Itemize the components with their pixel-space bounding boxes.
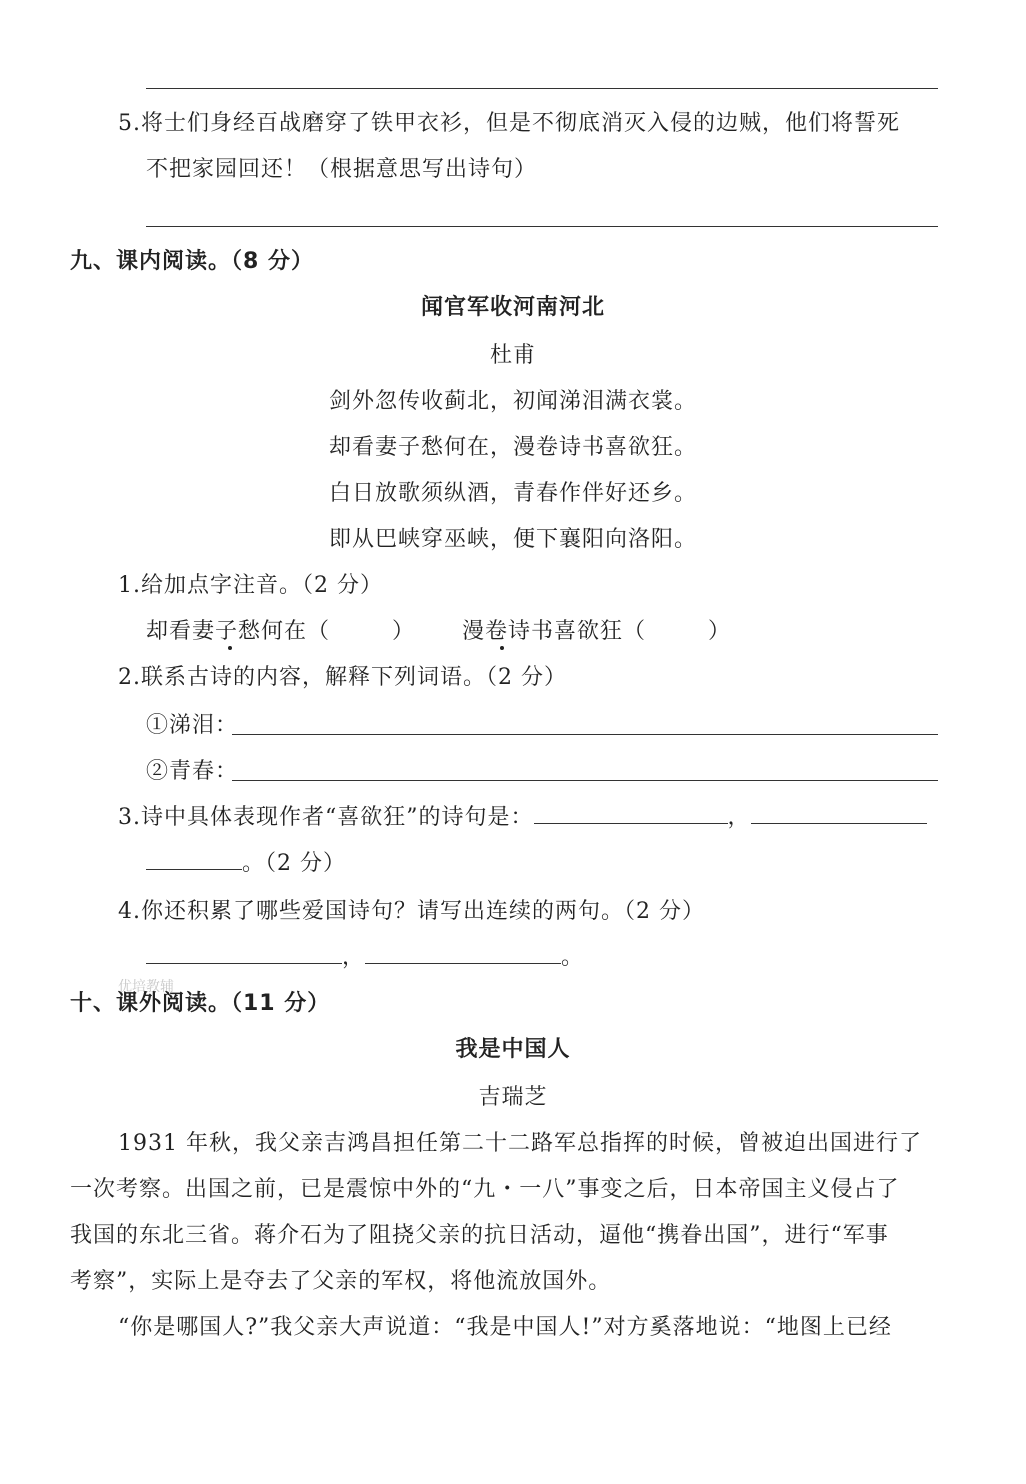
emphasis-dot-1: [228, 646, 232, 650]
section9-heading: 九、课内阅读。（8 分）: [70, 249, 314, 274]
poem-line-1: 剑外忽传收蓟北，初闻涕泪满衣裳。: [328, 389, 697, 414]
q4-label: 4.你还积累了哪些爱国诗句？请写出连续的两句。（2 分）: [118, 899, 705, 924]
section10-heading: 十、课外阅读。（11 分）: [70, 991, 331, 1016]
q4-answer-blank-1[interactable]: [146, 941, 342, 964]
q2-label: 2.联系古诗的内容，解释下列词语。（2 分）: [118, 665, 567, 690]
q3-tail: 。（2 分）: [242, 851, 346, 876]
story-para2-line1: “你是哪国人?”我父亲大声说道：“我是中国人!”对方奚落地说：“地图上已经: [118, 1315, 892, 1340]
q3-comma: ，: [727, 805, 751, 830]
q4-answer-row: [146, 940, 584, 971]
q3-answer-blank-3[interactable]: [146, 847, 242, 870]
q4-comma: ，: [342, 945, 366, 970]
poem-line-2: 却看妻子愁何在，漫卷诗书喜欲狂。: [328, 435, 697, 460]
q5-answer-line[interactable]: [146, 226, 938, 227]
story-para1-line2: 一次考察。出国之前，已是震惊中外的“九・一八”事变之后，日本帝国主义侵占了: [70, 1177, 900, 1202]
story-author: 吉瑞芝: [478, 1085, 548, 1110]
q1-item-a: [146, 614, 415, 645]
story-para1-line3: 我国的东北三省。蒋介石为了阻挠父亲的抗日活动，逼他“携眷出国”，进行“军事: [70, 1223, 889, 1248]
q1-item-b-text: 漫卷诗书喜欲狂（: [462, 619, 647, 644]
q1-item-b: [462, 614, 731, 645]
answer-line-top[interactable]: [146, 88, 938, 89]
q4-answer-blank-2[interactable]: [365, 941, 561, 964]
q5-line2: 不把家园回还！（根据意思写出诗句）: [146, 157, 538, 182]
q3-line2: [146, 846, 346, 877]
q1-item-a-text: 却看妻子愁何在（: [146, 619, 331, 644]
q4-period: 。: [561, 945, 585, 970]
q2-item-b: ②青春：: [146, 759, 239, 784]
poem-title: 闻官军收河南河北: [420, 295, 605, 320]
story-para1-line1: 1931 年秋，我父亲吉鸿昌担任第二十二路军总指挥的时候，曾被迫出国进行了: [118, 1131, 922, 1156]
q1-label: 1.给加点字注音。（2 分）: [118, 573, 383, 598]
story-title: 我是中国人: [455, 1037, 571, 1062]
q3-answer-blank-2[interactable]: [751, 801, 927, 824]
q2-item-b-answer-line[interactable]: [232, 780, 938, 781]
poem-line-3: 白日放歌须纵酒，青春作伴好还乡。: [328, 481, 697, 506]
q2-item-a-answer-line[interactable]: [232, 734, 938, 735]
q2-item-a: ①涕泪：: [146, 713, 239, 738]
q1-item-b-close: ）: [708, 619, 732, 644]
q1-item-a-close: ）: [392, 619, 416, 644]
poem-line-4: 即从巴峡穿巫峡，便下襄阳向洛阳。: [328, 527, 697, 552]
q5-line1: 5.将士们身经百战磨穿了铁甲衣衫，但是不彻底消灭入侵的边贼，他们将誓死: [118, 111, 900, 136]
q3-line1: [118, 800, 927, 831]
story-para1-line4: 考察”，实际上是夺去了父亲的军权，将他流放国外。: [70, 1269, 612, 1294]
watermark: 优培教辅: [118, 979, 174, 995]
q3-answer-blank-1[interactable]: [534, 801, 728, 824]
q3-label: 3.诗中具体表现作者“喜欲狂”的诗句是：: [118, 805, 534, 830]
poem-author: 杜甫: [489, 343, 536, 368]
emphasis-dot-2: [500, 646, 504, 650]
